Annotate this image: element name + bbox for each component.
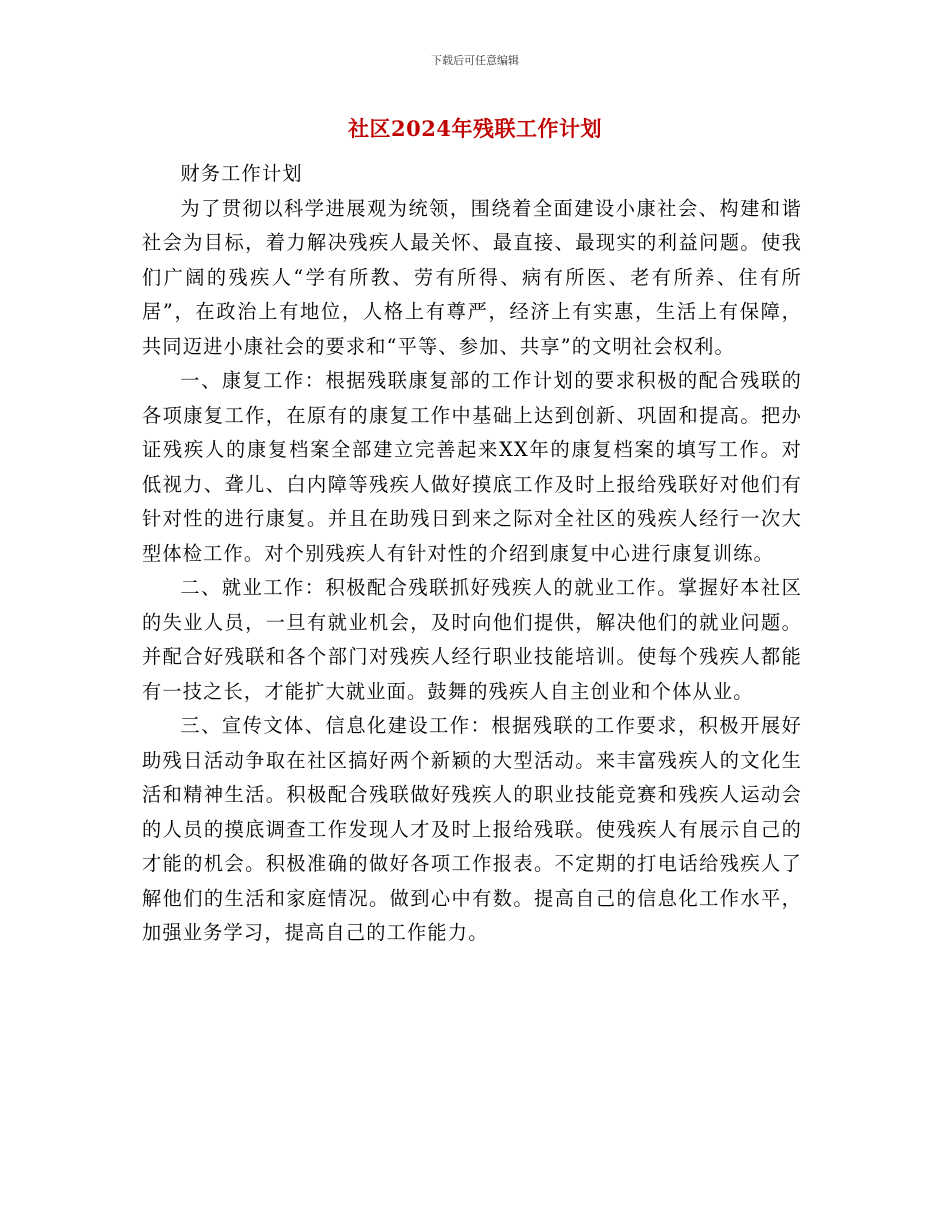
header-note: 下载后可任意编辑 bbox=[431, 54, 519, 67]
section-heading-finance: 财务工作计划 bbox=[180, 162, 303, 185]
paragraph-publicity: 三、宣传文体、信息化建设工作：根据残联的工作要求，积极开展好助残日活动争取在社区搞好两个新颖的大型活动。来丰富残疾人的文化生活和精神生活。积极配合残联做好残疾人的职业技能竞赛和残疾人运动会的人员的摸底调查工作发现人才及时上报给残联。使残疾人有展示自己的才能的机会。积极准确的做好各项工作报表。不定期的打电话给残疾人了解他们的生活和家庭情况。做到心中有数。提高自己的信息化工作水平，加强业务学习，提高自己的工作能力。 bbox=[142, 714, 802, 944]
paragraph-intro: 为了贯彻以科学进展观为统领，围绕着全面建设小康社会、构建和谐社会为目标，着力解决残疾人最关怀、最直接、最现实的利益问题。使我们广阔的残疾人“学有所教、劳有所得、病有所医、老有所养、住有所居”，在政治上有地位，人格上有尊严，经济上有实惠，生活上有保障，共同迈进小康社会的要求和“平等、参加、共享”的文明社会权利。 bbox=[142, 196, 802, 358]
document-title: 社区2024年残联工作计划 bbox=[348, 116, 602, 141]
paragraph-employment: 二、就业工作：积极配合残联抓好残疾人的就业工作。掌握好本社区的失业人员，一旦有就业机会，及时向他们提供，解决他们的就业问题。并配合好残联和各个部门对残疾人经行职业技能培训。使每个残疾人都能有一技之长，才能扩大就业面。鼓舞的残疾人自主创业和个体从业。 bbox=[142, 576, 802, 703]
document-body bbox=[142, 157, 802, 951]
paragraph-rehabilitation: 一、康复工作：根据残联康复部的工作计划的要求积极的配合残联的各项康复工作，在原有的康复工作中基础上达到创新、巩固和提高。把办证残疾人的康复档案全部建立完善起来XX年的康复档案的填写工作。对低视力、聋儿、白内障等残疾人做好摸底工作及时上报给残联好对他们有针对性的进行康复。并且在助残日到来之际对全社区的残疾人经行一次大型体检工作。对个别残疾人有针对性的介绍到康复中心进行康复训练。 bbox=[142, 369, 802, 565]
